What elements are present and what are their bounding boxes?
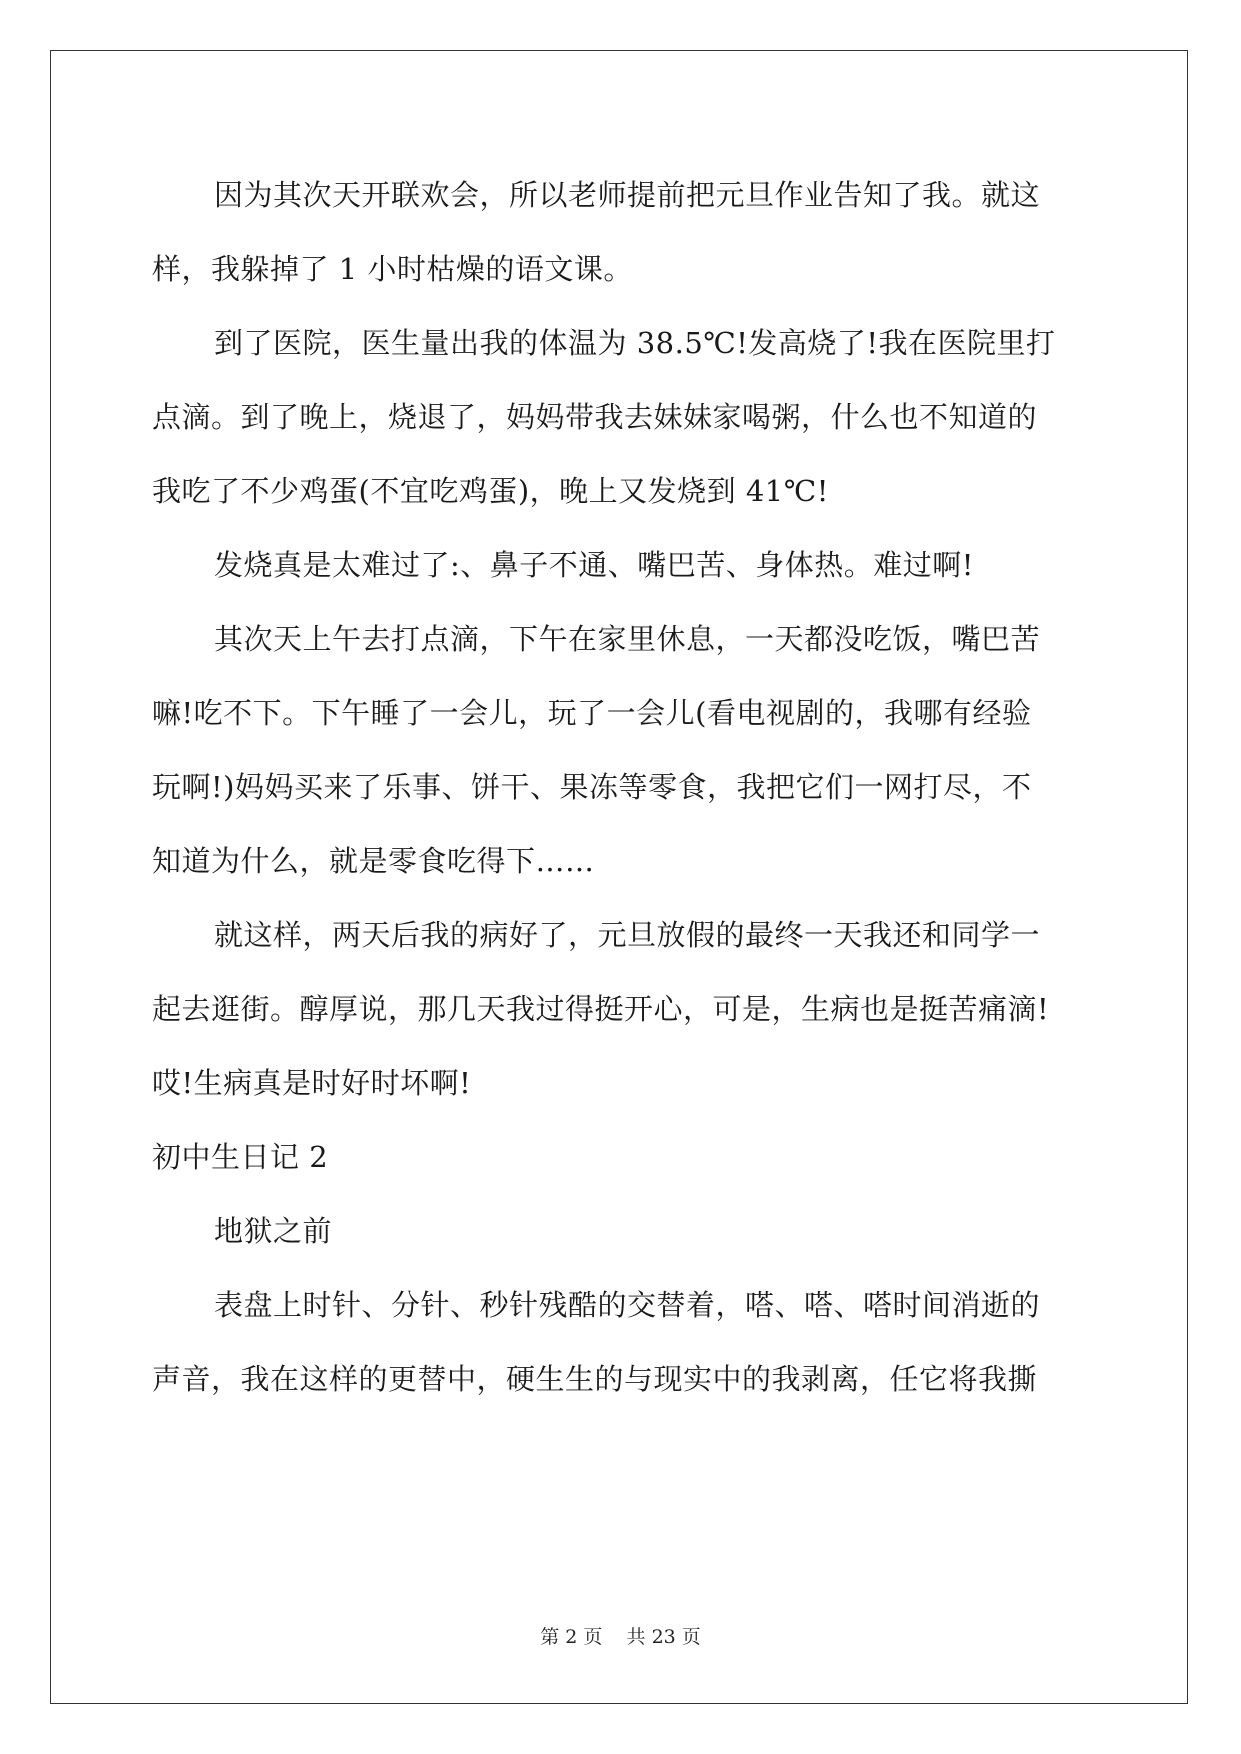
text-line: 我吃了不少鸡蛋(不宜吃鸡蛋)，晚上又发烧到 41℃! xyxy=(152,474,829,508)
text-line: 表盘上时针、分针、秒针残酷的交替着，嗒、嗒、嗒时间消逝的 xyxy=(214,1288,1041,1322)
page-number: 第 2 页 共 23 页 xyxy=(540,1626,701,1648)
text-line: 其次天上午去打点滴，下午在家里休息，一天都没吃饭，嘴巴苦 xyxy=(214,622,1041,656)
text-line: 点滴。到了晚上，烧退了，妈妈带我去妹妹家喝粥，什么也不知道的 xyxy=(152,400,1038,434)
text-line: 嘛!吃不下。下午睡了一会儿，玩了一会儿(看电视剧的，我哪有经验 xyxy=(152,696,1032,730)
section-subtitle: 地狱之前 xyxy=(214,1214,333,1248)
section-heading: 初中生日记 2 xyxy=(152,1140,329,1174)
text-line: 声音，我在这样的更替中，硬生生的与现实中的我剥离，任它将我撕 xyxy=(152,1362,1038,1396)
text-line: 哎!生病真是时好时坏啊! xyxy=(152,1066,472,1100)
text-line: 起去逛街。醇厚说，那几天我过得挺开心，可是，生病也是挺苦痛滴! xyxy=(152,992,1050,1026)
document-body xyxy=(152,158,1092,1416)
text-line: 玩啊!)妈妈买来了乐事、饼干、果冻等零食，我把它们一网打尽，不 xyxy=(152,770,1032,804)
text-line: 到了医院，医生量出我的体温为 38.5℃!发高烧了!我在医院里打 xyxy=(214,326,1056,360)
text-line: 发烧真是太难过了:、鼻子不通、嘴巴苦、身体热。难过啊! xyxy=(214,548,974,582)
text-line: 因为其次天开联欢会，所以老师提前把元旦作业告知了我。就这 xyxy=(214,178,1041,212)
text-line: 就这样，两天后我的病好了，元旦放假的最终一天我还和同学一 xyxy=(214,918,1041,952)
text-line: 知道为什么，就是零食吃得下…… xyxy=(152,844,595,878)
text-line: 样，我躲掉了 1 小时枯燥的语文课。 xyxy=(152,252,633,286)
